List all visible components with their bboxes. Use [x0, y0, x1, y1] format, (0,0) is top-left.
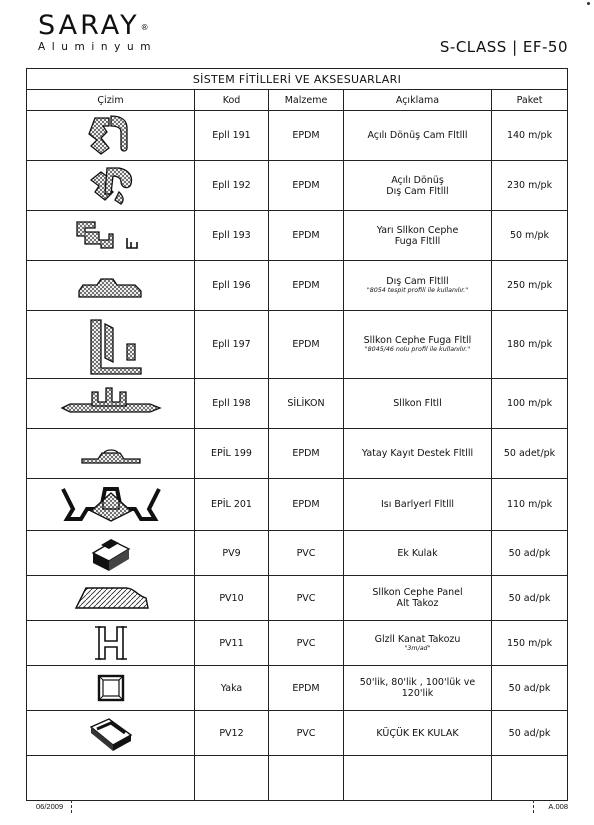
code-cell: Epll 191: [195, 111, 269, 161]
package-cell: 150 m/pk: [492, 621, 568, 666]
description-cell: [344, 429, 492, 479]
description-text: Sllkon Cephe Panel Alt Takoz: [372, 587, 463, 609]
material-cell: PVC: [269, 531, 344, 576]
material-cell: [269, 756, 344, 801]
package-cell: 50 ad/pk: [492, 666, 568, 711]
col-header-code: Kod: [195, 90, 269, 111]
table-row: [27, 311, 568, 379]
package-cell: 50 ad/pk: [492, 576, 568, 621]
table-row: [27, 621, 568, 666]
package-cell: 50 ad/pk: [492, 711, 568, 756]
col-header-description: Açıklama: [344, 90, 492, 111]
description-text: Açılı Dönüş Cam Fltlll: [367, 130, 468, 141]
code-cell: PV12: [195, 711, 269, 756]
code-cell: Epll 193: [195, 211, 269, 261]
description-cell: [344, 621, 492, 666]
description-cell: [344, 576, 492, 621]
material-cell: EPDM: [269, 666, 344, 711]
description-cell: [344, 311, 492, 379]
description-text: 50'lik, 80'lik , 100'lük ve 120'lik: [359, 677, 476, 699]
table-row: [27, 429, 568, 479]
description-text: Isı Barlyerl Fltlll: [380, 499, 455, 510]
package-cell: [492, 756, 568, 801]
series-title: S-CLASS | EF-50: [439, 38, 568, 56]
col-header-material: Malzeme: [269, 90, 344, 111]
brand-logo: [38, 12, 157, 53]
description-text: Yarı Sllkon Cephe Fuga Fltlll: [376, 224, 459, 247]
package-cell: 140 m/pk: [492, 111, 568, 161]
description-text: Açılı Dönüş Dış Cam Fltlll: [386, 174, 449, 197]
description-cell: [344, 261, 492, 311]
description-cell: [344, 531, 492, 576]
description-cell: [344, 161, 492, 211]
thermal-barrier-gasket-icon: [27, 479, 195, 531]
package-cell: 250 m/pk: [492, 261, 568, 311]
description-text: Yatay Kayıt Destek Fltlll: [361, 448, 474, 459]
code-cell: Epll 197: [195, 311, 269, 379]
material-cell: PVC: [269, 621, 344, 666]
table-row: [27, 576, 568, 621]
description-cell: [344, 479, 492, 531]
brand-subtitle: Aluminyum: [38, 41, 158, 53]
code-cell: Yaka: [195, 666, 269, 711]
package-cell: 50 adet/pk: [492, 429, 568, 479]
code-cell: PV11: [195, 621, 269, 666]
package-cell: 100 m/pk: [492, 379, 568, 429]
description-cell: [344, 379, 492, 429]
code-cell: [195, 756, 269, 801]
material-cell: EPDM: [269, 211, 344, 261]
brand-name: SARAY: [38, 10, 140, 41]
material-cell: EPDM: [269, 429, 344, 479]
code-cell: EPİL 201: [195, 479, 269, 531]
corner-mark: [587, 2, 590, 5]
description-cell: [344, 111, 492, 161]
description-text: Glzll Kanat Takozu: [374, 633, 461, 645]
table-row: [27, 379, 568, 429]
silicone-gasket-icon: [27, 379, 195, 429]
description-cell: [344, 211, 492, 261]
description-text: Dış Cam Fltlll: [386, 276, 449, 287]
semi-silicone-facade-gasket-icon: [27, 211, 195, 261]
material-cell: PVC: [269, 576, 344, 621]
package-cell: 180 m/pk: [492, 311, 568, 379]
col-header-drawing: Çizim: [27, 90, 195, 111]
table-row: [27, 711, 568, 756]
table-row: [27, 479, 568, 531]
description-cell: [344, 711, 492, 756]
empty-drawing-cell: [27, 756, 195, 801]
silicone-facade-joint-gasket-icon: [27, 311, 195, 379]
description-cell: [344, 756, 492, 801]
code-cell: PV9: [195, 531, 269, 576]
material-cell: EPDM: [269, 311, 344, 379]
table-row: [27, 211, 568, 261]
package-cell: 110 m/pk: [492, 479, 568, 531]
glass-gasket-profile-icon: [27, 111, 195, 161]
description-text: Sllkon Cephe Fuga Fltll: [363, 335, 472, 346]
panel-pad-icon: [27, 576, 195, 621]
outer-glass-gasket-profile-icon: [27, 161, 195, 211]
package-cell: 50 m/pk: [492, 211, 568, 261]
description-text: Sllkon Fltll: [393, 398, 442, 409]
material-cell: EPDM: [269, 161, 344, 211]
package-cell: 230 m/pk: [492, 161, 568, 211]
description-text: Ek Kulak: [397, 547, 438, 559]
footer-page: A.008: [533, 800, 568, 813]
code-cell: PV10: [195, 576, 269, 621]
description-note: "3m/ad": [404, 644, 431, 652]
code-cell: Epll 196: [195, 261, 269, 311]
corner-bracket-icon: [27, 531, 195, 576]
table-row: [27, 666, 568, 711]
accessories-table: [26, 68, 568, 801]
code-cell: Epll 198: [195, 379, 269, 429]
package-cell: 50 ad/pk: [492, 531, 568, 576]
material-cell: EPDM: [269, 479, 344, 531]
description-cell: [344, 666, 492, 711]
table-row: [27, 161, 568, 211]
material-cell: SİLİKON: [269, 379, 344, 429]
registered-mark: ®: [140, 23, 152, 32]
description-note: "8045/46 nolu profil ile kullanılır.": [364, 346, 471, 353]
small-joint-bracket-icon: [27, 711, 195, 756]
description-note: "8054 tespit profili ile kullanılır.": [366, 287, 469, 294]
table-row: [27, 111, 568, 161]
table-row: [27, 756, 568, 801]
collar-frame-icon: [27, 666, 195, 711]
code-cell: Epll 192: [195, 161, 269, 211]
col-header-package: Paket: [492, 90, 568, 111]
footer-date: 06/2009: [26, 800, 72, 813]
outer-glass-flat-gasket-icon: [27, 261, 195, 311]
description-text: KÜÇÜK EK KULAK: [376, 727, 459, 739]
table-row: [27, 261, 568, 311]
material-cell: EPDM: [269, 111, 344, 161]
material-cell: EPDM: [269, 261, 344, 311]
hidden-sash-pad-icon: [27, 621, 195, 666]
horizontal-support-gasket-icon: [27, 429, 195, 479]
material-cell: PVC: [269, 711, 344, 756]
table-title: SİSTEM FİTİLLERİ VE AKSESUARLARI: [27, 69, 568, 90]
code-cell: EPİL 199: [195, 429, 269, 479]
table-row: [27, 531, 568, 576]
